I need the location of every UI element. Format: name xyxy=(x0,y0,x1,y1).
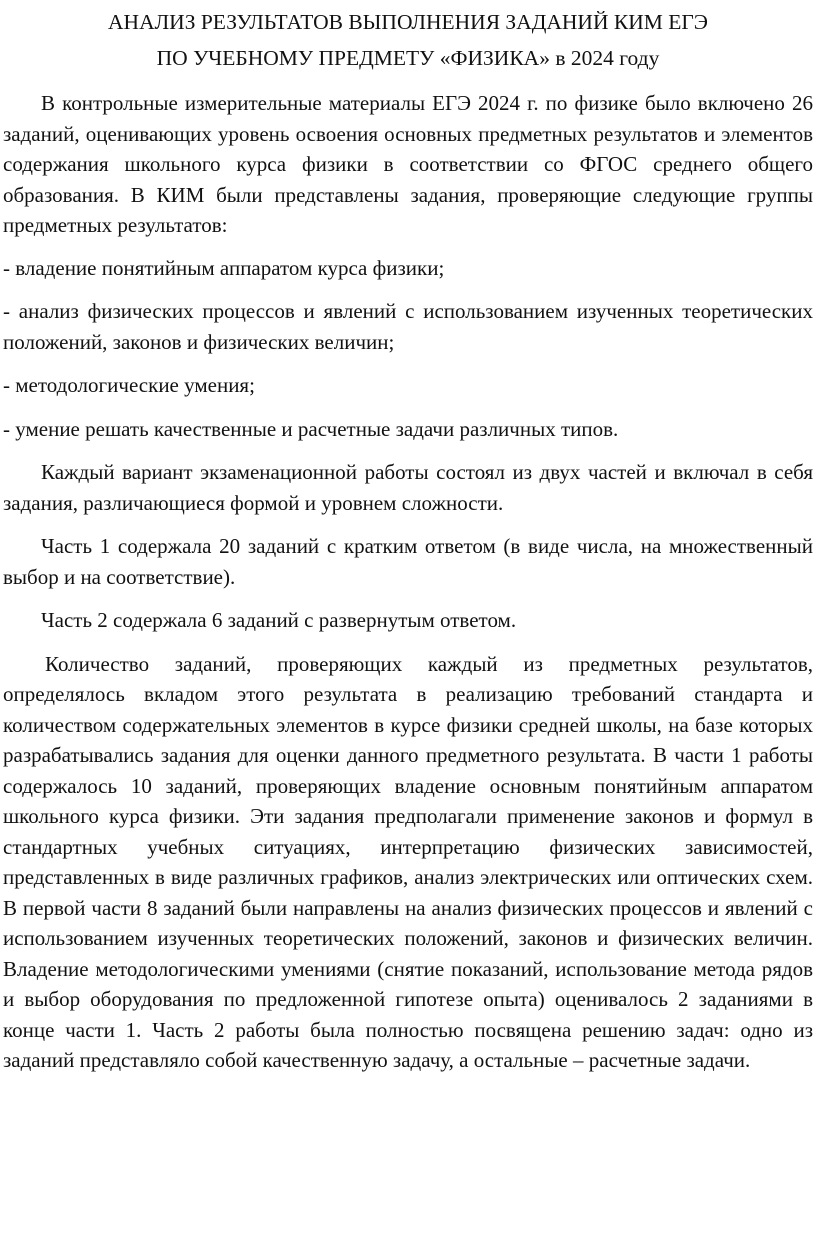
list-item-analysis: - анализ физических процессов и явлений с использованием изученных теоретических положений, законов и физических величин; xyxy=(3,299,813,354)
part2-paragraph: Часть 2 содержала 6 заданий с развернутым ответом. xyxy=(41,608,517,632)
quantity-paragraph: Количество заданий, проверяющих каждый из предметных результатов, определялось вкладом этого результата в реализацию требований стандарта и количеством содержательных элементов в курсе физики средней школы, на базе которых разрабатывались задания для оценки данного предметного результата. В части 1 работы содержалось 10 заданий, проверяющих владение основным понятийным аппаратом школьного курса физики. Эти задания предполагали применение законов и формул в стандартных учебных ситуациях, интерпретацию физических зависимостей, представленных в виде различных графиков, анализ электрических или оптических схем. В первой части 8 заданий были направлены на анализ физических процессов и явлений с использованием изученных теоретических положений, законов и физических величин. Владение методологическими умениями (снятие показаний, использование метода рядов и выбор оборудования по предложенной гипотезе опыта) оценивалось 2 заданиями в конце части 1. Часть 2 работы была полностью посвящена решению задач: одно из заданий представляло собой качественную задачу, а остальные – расчетные задачи. xyxy=(3,651,813,1072)
title-line-2: ПО УЧЕБНОМУ ПРЕДМЕТУ «ФИЗИКА» в 2024 году xyxy=(156,46,660,70)
list-item-problems: - умение решать качественные и расчетные задачи различных типов. xyxy=(3,416,619,441)
list-item-concepts: - владение понятийным аппаратом курса физики; xyxy=(3,255,445,280)
list-item-methodology: - методологические умения; xyxy=(3,373,255,397)
part1-paragraph: Часть 1 содержала 20 заданий с кратким ответом (в виде числа, на множественный выбор и на соответствие). xyxy=(3,534,813,589)
title-line-1: АНАЛИЗ РЕЗУЛЬТАТОВ ВЫПОЛНЕНИЯ ЗАДАНИЙ КИМ ЕГЭ xyxy=(108,10,708,34)
document-title xyxy=(3,0,813,76)
variant-paragraph: Каждый вариант экзаменационной работы состоял из двух частей и включал в себя задания, различающиеся формой и уровнем сложности. xyxy=(3,460,813,515)
intro-paragraph: В контрольные измерительные материалы ЕГЭ 2024 г. по физике было включено 26 заданий, оценивающих уровень освоения основных предметных результатов и элементов содержания школьного курса физики в соответствии со ФГОС среднего общего образования. В КИМ были представлены задания, проверяющие следующие группы предметных результатов: xyxy=(3,91,813,237)
